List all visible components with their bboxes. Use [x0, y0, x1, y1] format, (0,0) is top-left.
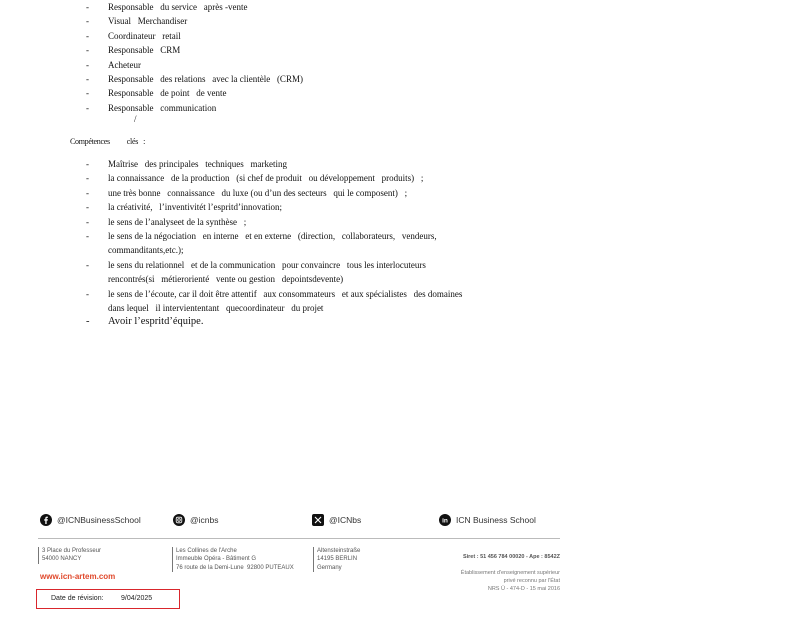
bullet-dash: - [86, 173, 89, 184]
siret-line: Siret : 51 456 784 00020 - Ape : 8542Z [462, 554, 560, 560]
role-item [86, 43, 303, 57]
bullet-dash: - [86, 102, 89, 113]
bullet-dash: - [86, 259, 89, 270]
skill-item [86, 287, 462, 316]
skill-text-continued: commanditants,etc.); [108, 245, 184, 256]
skill-text-continued: dans lequel il interviententant quecoordinateur du projet [108, 303, 324, 314]
bullet-dash: - [86, 2, 89, 12]
bullet-dash: - [86, 30, 89, 41]
address-berlin: Altensteinstraße 14195 BERLIN Germany [313, 547, 360, 572]
bullet-dash: - [86, 187, 89, 198]
role-item [86, 101, 303, 115]
skill-text: le sens de l’écoute, car il doit être attentif aux consommateurs et aux spécialistes des domaines [108, 288, 463, 299]
role-text: Responsable communication [108, 102, 217, 113]
address-paris: Les Collines de l'Arche Immeuble Opéra - Bâtiment G 76 route de la Demi-Lune 92800 PUTEAUX [172, 547, 294, 572]
social-instagram[interactable] [173, 514, 218, 526]
revision-date-box [36, 589, 180, 609]
bullet-dash: - [86, 288, 89, 299]
bullet-dash: - [86, 16, 89, 27]
skill-item [86, 186, 462, 200]
bullet-dash: - [86, 159, 89, 169]
bullet-dash: - [86, 74, 89, 85]
role-item [86, 29, 303, 43]
skill-text: le sens de la négociation en interne et en externe (direction, collaborateurs, vendeurs, [108, 231, 437, 242]
social-label: @icnbs [190, 515, 219, 525]
social-label: @ICNbs [329, 515, 362, 525]
bullet-dash: - [86, 202, 89, 213]
skill-item [86, 200, 462, 214]
skill-item [86, 315, 462, 329]
social-label: ICN Business School [456, 515, 536, 525]
role-text: Responsable des relations avec la clientèle (CRM) [108, 74, 303, 85]
stray-slash: / [134, 114, 137, 124]
skill-text: Maîtrise des principales techniques marketing [108, 159, 287, 169]
website-link[interactable]: www.icn-artem.com [40, 572, 116, 581]
skill-item [86, 229, 462, 258]
instagram-icon [173, 514, 185, 526]
skills-heading: Compétences clés : [70, 137, 146, 146]
social-label: @ICNBusinessSchool [57, 515, 141, 525]
bullet-dash: - [86, 316, 90, 328]
linkedin-icon [439, 514, 451, 526]
role-item [86, 0, 303, 14]
legal-lines: Établissement d'enseignement supérieur privé reconnu par l'État NRS Ü - 474-D - 15 mai 2016 [460, 570, 560, 592]
role-text: Responsable du service après -vente [108, 2, 248, 12]
bullet-dash: - [86, 45, 89, 56]
revision-date: 9/04/2025 [121, 595, 153, 602]
bullet-dash: - [86, 231, 89, 242]
bullet-dash: - [86, 88, 89, 99]
legal-info [458, 545, 560, 593]
role-text: Responsable de point de vente [108, 88, 227, 99]
svg-text:in: in [442, 517, 448, 525]
skill-text-continued: rencontrés(si métierorienté vente ou gestion depointsdevente) [108, 274, 344, 285]
address-nancy: 3 Place du Professeur 54000 NANCY [38, 547, 101, 564]
skill-item [86, 171, 462, 185]
skill-text: la connaissance de la production (si chef de produit ou développement produits) ; [108, 173, 424, 184]
social-x[interactable] [312, 514, 361, 526]
skills-list [86, 157, 462, 330]
x-icon [312, 514, 324, 526]
skill-item [86, 215, 462, 229]
role-item [86, 72, 303, 86]
bullet-dash: - [86, 216, 89, 227]
skill-text: le sens de l’analyseet de la synthèse ; [108, 216, 247, 227]
skill-text: le sens du relationnel et de la communication pour convaincre tous les interlocuteurs [108, 259, 426, 270]
role-item [86, 86, 303, 100]
role-item [86, 14, 303, 28]
skill-text: une très bonne connaissance du luxe (ou d’un des secteurs qui le composent) ; [108, 187, 408, 198]
skill-text: la créativité, l’inventivitét l’espritd’innovation; [108, 202, 282, 213]
revision-label: Date de révision: [51, 595, 104, 602]
footer-divider [38, 538, 560, 539]
job-roles-list [86, 0, 303, 115]
facebook-icon [40, 514, 52, 526]
role-text: Visual Merchandiser [108, 16, 188, 27]
role-text: Acheteur [108, 59, 141, 70]
role-text: Coordinateur retail [108, 30, 181, 41]
skill-item [86, 157, 462, 171]
skill-text: Avoir l’espritd’équipe. [108, 316, 204, 328]
role-text: Responsable CRM [108, 45, 181, 56]
bullet-dash: - [86, 59, 89, 70]
skill-item [86, 258, 462, 287]
social-facebook[interactable] [40, 514, 141, 526]
social-linkedin[interactable] [439, 514, 536, 526]
role-item [86, 58, 303, 72]
